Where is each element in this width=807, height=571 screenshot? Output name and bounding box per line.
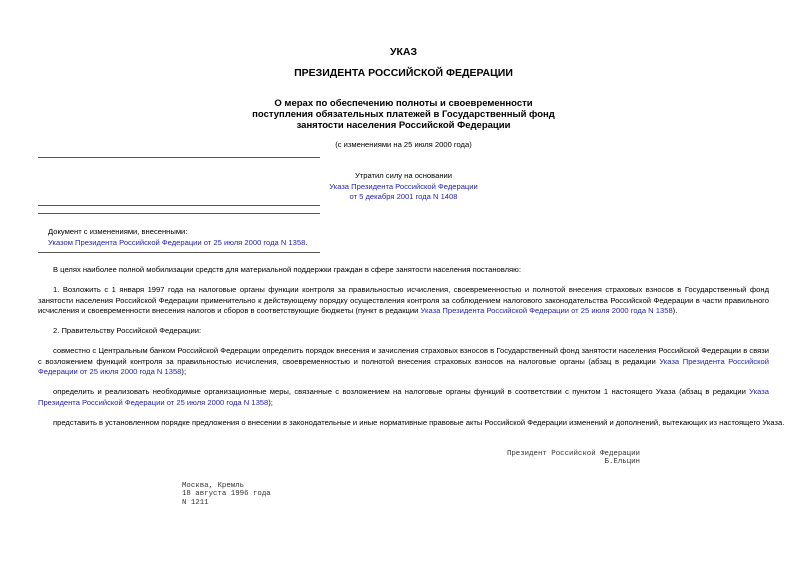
signature-block — [500, 450, 640, 467]
status-block — [0, 171, 807, 203]
repeal-link-date[interactable]: от 5 декабря 2001 года N 1408 — [349, 192, 458, 201]
divider — [38, 213, 320, 214]
divider — [38, 252, 320, 253]
changes-block — [48, 227, 748, 248]
paragraph-3-tail: ); — [181, 367, 187, 376]
paragraph-4-tail: ); — [268, 397, 273, 407]
doc-type-title: УКАЗ — [389, 46, 418, 58]
signature-name: Б.Ельцин — [604, 458, 640, 467]
paragraph-4-text: определить и реализовать необходимые организационные меры, связанные с возложением на налоговые органы функций в соответствии с пунктом 1 настоящего Указа (абзац в редакции — [53, 387, 746, 396]
paragraph-4-link[interactable]: Указа Президента Российской Федерации от 25 июля 2000 года N 1358 — [38, 387, 769, 407]
place-date: 18 августа 1996 года — [182, 490, 271, 499]
subject-line: поступления обязательных платежей в Государственный фонд — [252, 109, 555, 120]
paragraph-5: представить в установленном порядке предложения о внесении в законодательные и иные нормативные правовые акты Российской Федерации изменений и дополнений, вытекающих из настоящего Указа. — [53, 418, 785, 427]
subject-title — [0, 98, 807, 131]
changes-label: Документ с изменениями, внесенными: — [48, 227, 188, 236]
status-text: Утратил силу на основании — [354, 171, 453, 180]
divider — [38, 157, 320, 158]
paragraph-1-text: 1. Возложить с 1 января 1997 года на налоговые органы функции контроля за правильностью исчисления, своевременностью и полнотой внесения страховых взносов в Государственный фонд занятости населения Российской Федерации применительно к действующему порядку осуществления контроля за соблюдением налогового законодательства Российской Федерации в части правильного исчисления и своевременности внесения налогов и сборов в соответствующие бюджеты (пункт в редакции — [38, 285, 769, 315]
paragraph-3 — [38, 346, 769, 378]
subject-line: О мерах по обеспечению полноты и своевременности — [274, 98, 533, 109]
place-city: Москва, Кремль — [182, 482, 245, 490]
intro-paragraph: В целях наиболее полной мобилизации средств для материальной поддержки граждан в сфере занятости населения постановляю: — [53, 265, 521, 274]
paragraph-3-link[interactable]: Указа Президента Российской Федерации от 25 июля 2000 года N 1358 — [38, 356, 769, 376]
amendment-note: (с изменениями на 25 июля 2000 года) — [335, 140, 472, 149]
paragraph-1-tail: ). — [672, 306, 678, 315]
divider — [38, 205, 320, 206]
changes-tail: . — [305, 237, 308, 247]
repeal-link[interactable]: Указа Президента Российской Федерации — [329, 181, 478, 191]
paragraph-1 — [38, 285, 769, 317]
decree-number: N 1211 — [182, 498, 209, 507]
paragraph-1-link[interactable]: Указа Президента Российской Федерации от 25 июля 2000 года N 1358 — [420, 306, 673, 315]
subject-line: занятости населения Российской Федерации — [296, 120, 511, 131]
issuer-title: ПРЕЗИДЕНТА РОССИЙСКОЙ ФЕДЕРАЦИИ — [294, 67, 513, 79]
paragraph-2: 2. Правительству Российской Федерации: — [53, 326, 202, 335]
paragraph-4 — [38, 387, 769, 408]
signature-title: Президент Российской Федерации — [506, 450, 640, 458]
changes-link[interactable]: Указом Президента Российской Федерации от 25 июля 2000 года N 1358 — [48, 237, 306, 247]
paragraph-3-text: совместно с Центральным банком Российской Федерации определить порядок внесения и зачисления страховых взносов в Государственный фонд занятости населения Российской Федерации в связи с возложением функций контроля за правильностью исчисления, своевременностью и полнотой внесения страховых взносов на налоговые органы (абзац в редакции — [38, 346, 769, 366]
place-date-block — [182, 482, 382, 507]
